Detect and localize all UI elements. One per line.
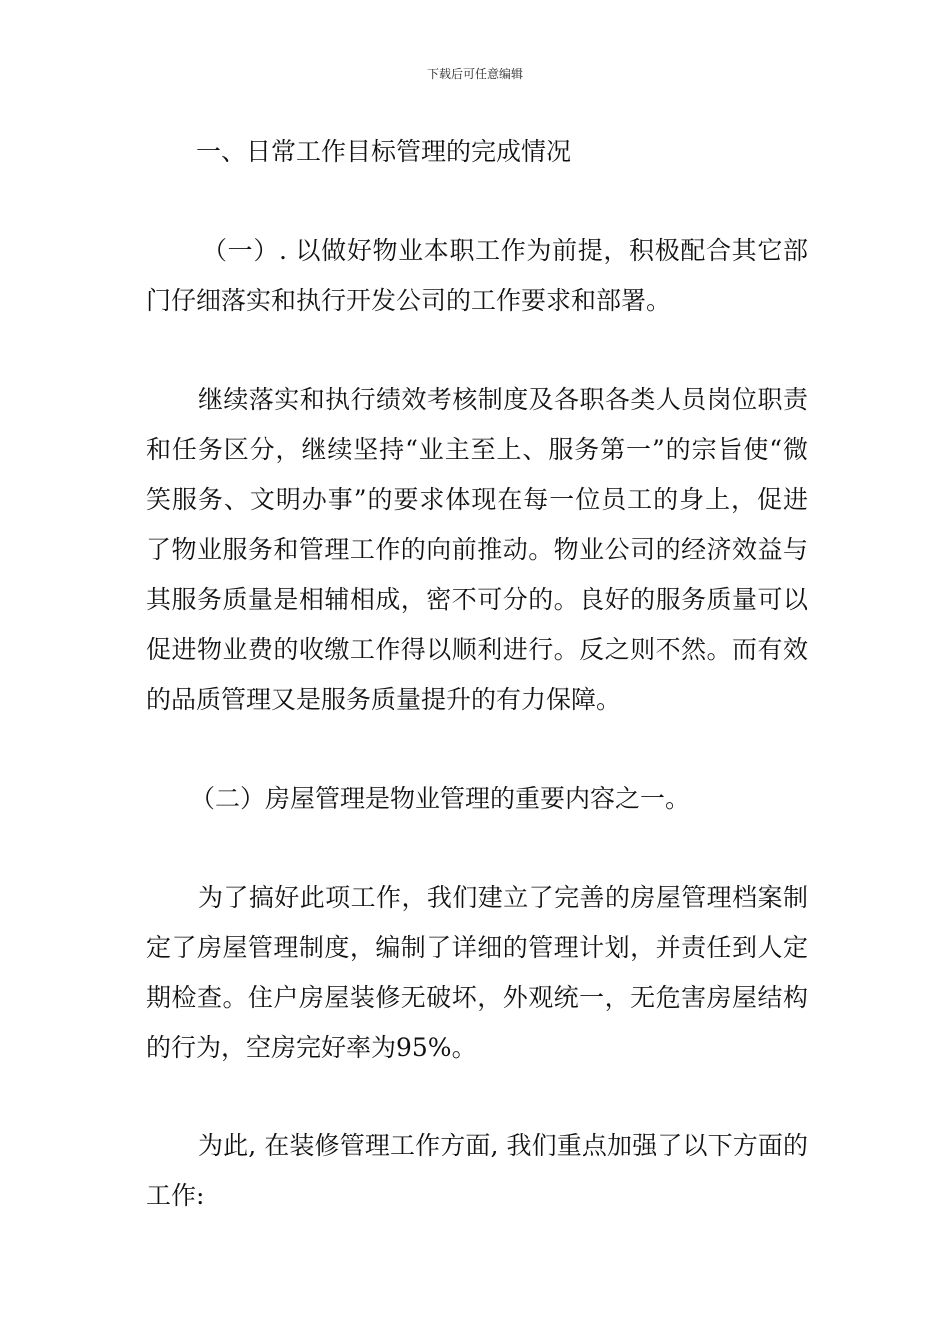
body-paragraph-1: 继续落实和执行绩效考核制度及各职各类人员岗位职责和任务区分，继续坚持“业主至上、服务第一”的宗旨使“微笑服务、文明办事”的要求体现在每一位员工的身上，促进了物业服务和管理工作的向前推动。物业公司的经济效益与其服务质量是相辅相成，密不可分的。良好的服务质量可以促进物业费的收缴工作得以顺利进行。反之则不然。而有效的品质管理又是服务质量提升的有力保障。 <box>146 385 808 714</box>
subsection-title-2: （二）房屋管理是物业管理的重要内容之一。 <box>190 784 691 813</box>
body-paragraph-3: 为此, 在装修管理工作方面, 我们重点加强了以下方面的工作: <box>146 1131 808 1210</box>
subsection-title-1: （一）. 以做好物业本职工作为前提，积极配合其它部门仔细落实和执行开发公司的工作要求和部署。 <box>146 236 808 315</box>
header-note: 下载后可任意编辑 <box>426 67 523 81</box>
body-paragraph-2: 为了搞好此项工作，我们建立了完善的房屋管理档案制定了房屋管理制度，编制了详细的管理计划，并责任到人定期检查。住户房屋装修无破坏，外观统一，无危害房屋结构的行为，空房完好率为95%。 <box>146 883 808 1062</box>
section-heading: 一、日常工作目标管理的完成情况 <box>196 137 572 166</box>
